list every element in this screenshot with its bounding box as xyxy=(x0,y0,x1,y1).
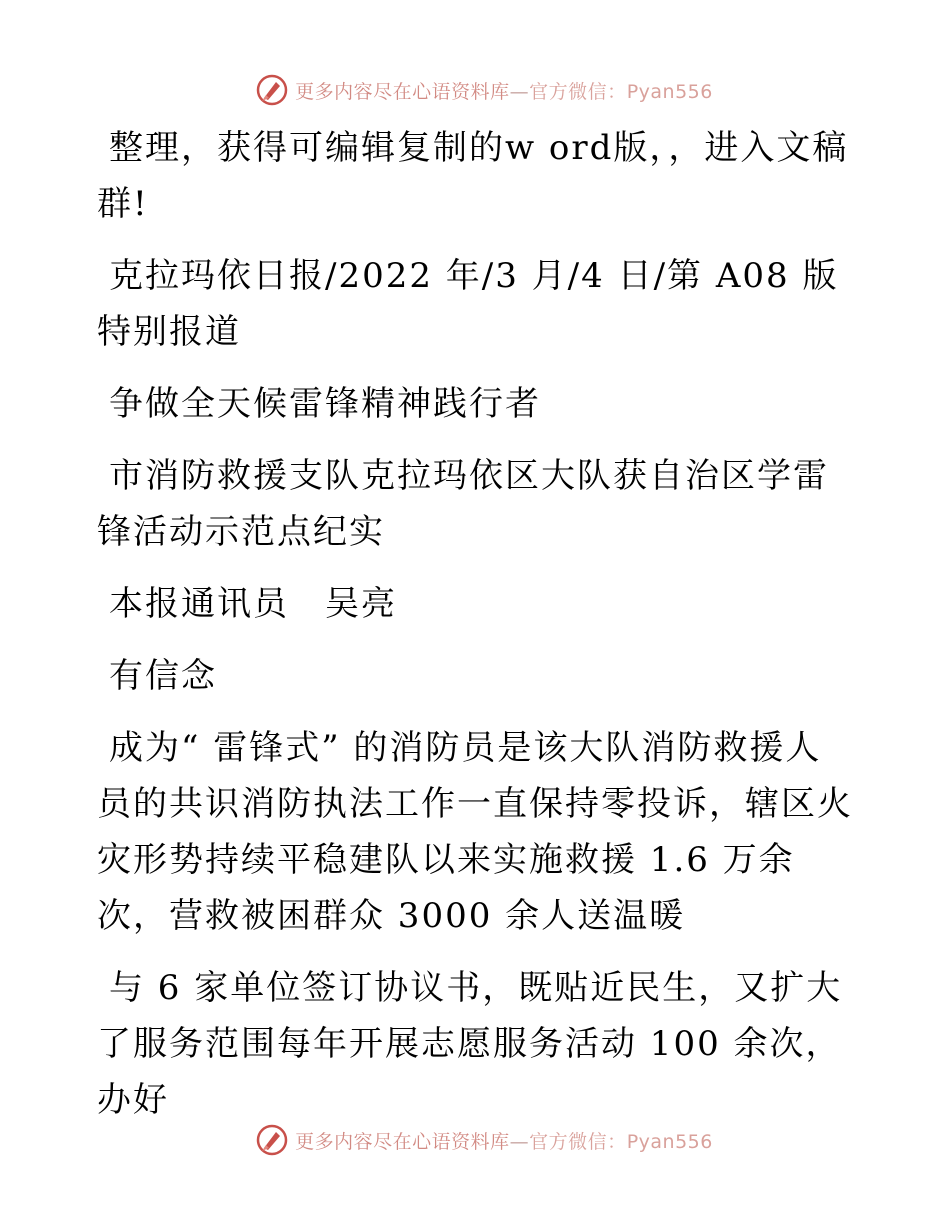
watermark-separator: — xyxy=(509,80,530,103)
watermark-wechat-id: Pyan556 xyxy=(626,80,713,103)
watermark-group xyxy=(255,73,713,107)
watermark-wechat-id: Pyan556 xyxy=(626,1130,713,1153)
watermark-site-name: 更多内容尽在心语资料库 xyxy=(295,80,510,103)
paragraph-source: 克拉玛依日报/2022 年/3 月/4 日/第 A08 版特别报道 xyxy=(97,256,839,352)
article-subtitle: 市消防救援支队克拉玛依区大队获自治区学雷锋活动示范点纪实 xyxy=(97,456,829,552)
paragraph-intro: 整理，获得可编辑复制的w ord版，，进入文稿群! xyxy=(97,128,849,224)
pen-nib-logo-icon xyxy=(255,1123,289,1157)
watermark-text xyxy=(295,77,713,104)
watermark-banner-bottom xyxy=(0,1120,950,1160)
article-byline: 本报通讯员 吴亮 xyxy=(109,584,397,624)
watermark-banner-top xyxy=(0,70,950,110)
watermark-site-name: 更多内容尽在心语资料库 xyxy=(295,1130,510,1153)
watermark-separator: — xyxy=(509,1130,530,1153)
section-heading: 有信念 xyxy=(109,656,217,696)
paragraph-body-1: 成为“ 雷锋式” 的消防员是该大队消防救援人员的共识消防执法工作一直保持零投诉，辖区火灾形势持续平稳建队以来实施救援 1.6 万余次，营救被困群众 3000 余人送温暖 xyxy=(97,728,853,936)
paragraph-body-2: 与 6 家单位签订协议书，既贴近民生，又扩大了服务范围每年开展志愿服务活动 100 余次，办好 xyxy=(97,968,843,1120)
watermark-wechat-label: 官方微信： xyxy=(529,1130,627,1153)
watermark-group xyxy=(255,1123,713,1157)
document-body xyxy=(97,120,857,1144)
watermark-wechat-label: 官方微信： xyxy=(529,80,627,103)
watermark-text xyxy=(295,1127,713,1154)
pen-nib-logo-icon xyxy=(255,73,289,107)
article-title: 争做全天候雷锋精神践行者 xyxy=(109,384,541,424)
